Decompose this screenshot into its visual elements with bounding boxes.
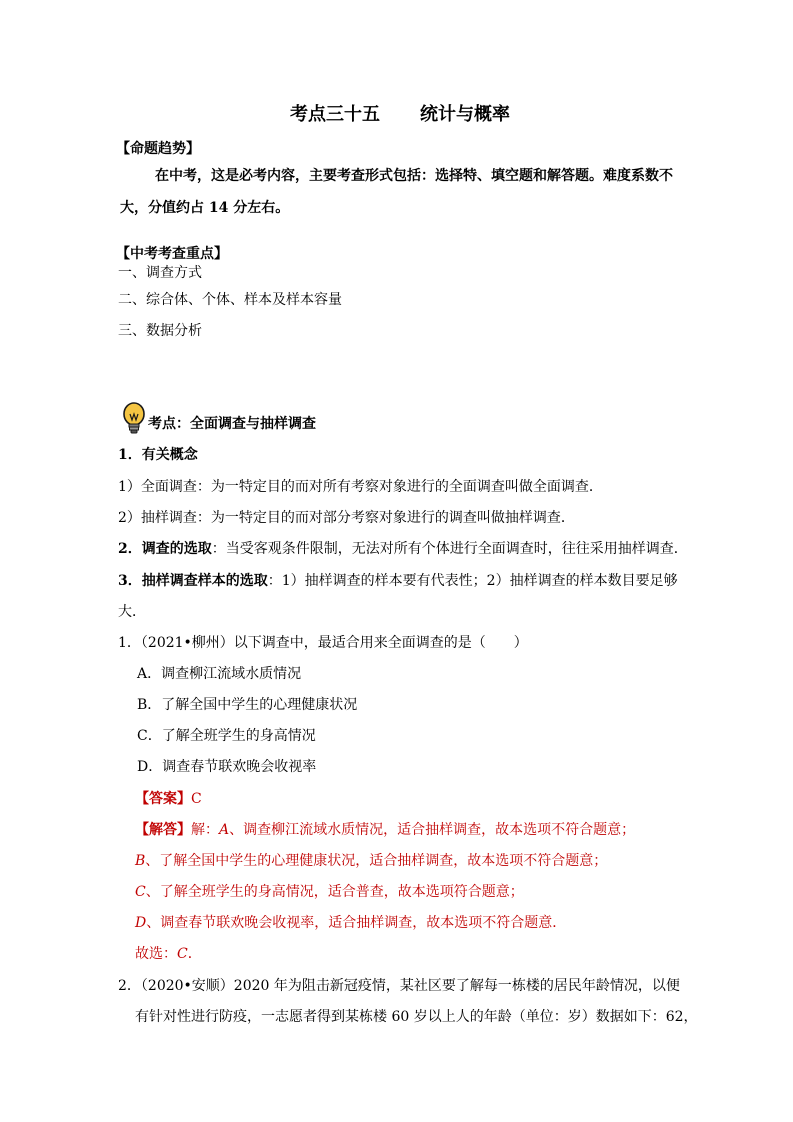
- focus-item: 一、调查方式: [118, 265, 202, 281]
- trend-line-2: 大，分值约占 14 分左右。: [120, 200, 290, 216]
- page-title: [290, 105, 510, 125]
- analysis-line-a: [135, 820, 635, 840]
- option-d: D．调查春节联欢晚会收视率: [137, 759, 317, 775]
- concepts-heading: 1．有关概念: [118, 447, 198, 463]
- conclusion-letter: C: [177, 946, 188, 962]
- answer-label: 【答案】: [135, 791, 191, 807]
- trend-heading: 【命题趋势】: [116, 141, 200, 157]
- analysis-letter: C: [135, 884, 146, 900]
- conclusion-suffix: ．: [187, 946, 202, 962]
- option-c: C．了解全班学生的身高情况: [137, 728, 316, 744]
- analysis-text: 、调查柳江流域水质情况，适合抽样调查，故本选项不符合题意；: [229, 822, 636, 838]
- analysis-line-c: [135, 882, 524, 902]
- survey-selection-label: 2．调查的选取: [118, 541, 212, 557]
- analysis-text: 、了解全班学生的身高情况，适合普查，故本选项符合题意；: [145, 884, 524, 900]
- analysis-text: 、调查春节联欢晚会收视率，适合抽样调查，故本选项不符合题意．: [146, 915, 567, 931]
- kaodian-label: 考点：全面调查与抽样调查: [148, 416, 316, 432]
- lightbulb-icon: [121, 402, 147, 436]
- sample-selection: [118, 571, 678, 591]
- trend-line-1: 在中考，这是必考内容，主要考查形式包括：选择特、填空题和解答题。难度系数不: [155, 168, 673, 184]
- title-part1: 考点三十五: [290, 104, 380, 125]
- analysis-prefix: 解：: [191, 822, 219, 838]
- definition-full-survey: 1）全面调查：为一特定目的而对所有考察对象进行的全面调查叫做全面调查．: [118, 479, 603, 495]
- sample-selection-label: 3．抽样调查样本的选取: [118, 573, 268, 589]
- definition-sample-survey: 2）抽样调查：为一特定目的而对部分考察对象进行的调查叫做抽样调查．: [118, 510, 575, 526]
- question-1-stem: 1．（2021•柳州）以下调查中，最适合用来全面调查的是（ ）: [118, 635, 528, 651]
- analysis-text: 、了解全国中学生的心理健康状况，适合抽样调查，故本选项不符合题意；: [145, 853, 608, 869]
- analysis-line-d: [135, 913, 566, 933]
- answer-value: C: [191, 791, 202, 807]
- analysis-letter: D: [135, 915, 147, 931]
- analysis-letter: B: [135, 853, 146, 869]
- question-2-line-1: 2．（2020•安顺）2020 年为阻击新冠疫情，某社区要了解每一栋楼的居民年龄情况，以便: [118, 978, 680, 994]
- option-a: A．调查柳江流域水质情况: [137, 666, 302, 682]
- conclusion: [135, 944, 202, 964]
- title-part2: 统计与概率: [420, 104, 510, 125]
- analysis-line-b: [135, 851, 607, 871]
- question-2-line-2: 有针对性进行防疫，一志愿者得到某栋楼 60 岁以上人的年龄（单位：岁）数据如下：62，: [135, 1009, 698, 1025]
- survey-selection-text: ：当受客观条件限制，无法对所有个体进行全面调查时，往往采用抽样调查．: [211, 541, 688, 557]
- sample-selection-cont: 大．: [118, 604, 146, 620]
- focus-heading: 【中考考查重点】: [116, 246, 228, 262]
- focus-item: 二、综合体、个体、样本及样本容量: [118, 292, 342, 308]
- analysis-letter: A: [219, 822, 230, 838]
- focus-item: 三、数据分析: [118, 323, 202, 339]
- analysis-label: 【解答】: [135, 822, 191, 838]
- option-b: B．了解全国中学生的心理健康状况: [137, 697, 358, 713]
- answer: [135, 789, 202, 809]
- conclusion-prefix: 故选：: [135, 946, 177, 962]
- survey-selection: [118, 539, 688, 559]
- sample-selection-text: ：1）抽样调查的样本要有代表性；2）抽样调查的样本数目要足够: [267, 573, 678, 589]
